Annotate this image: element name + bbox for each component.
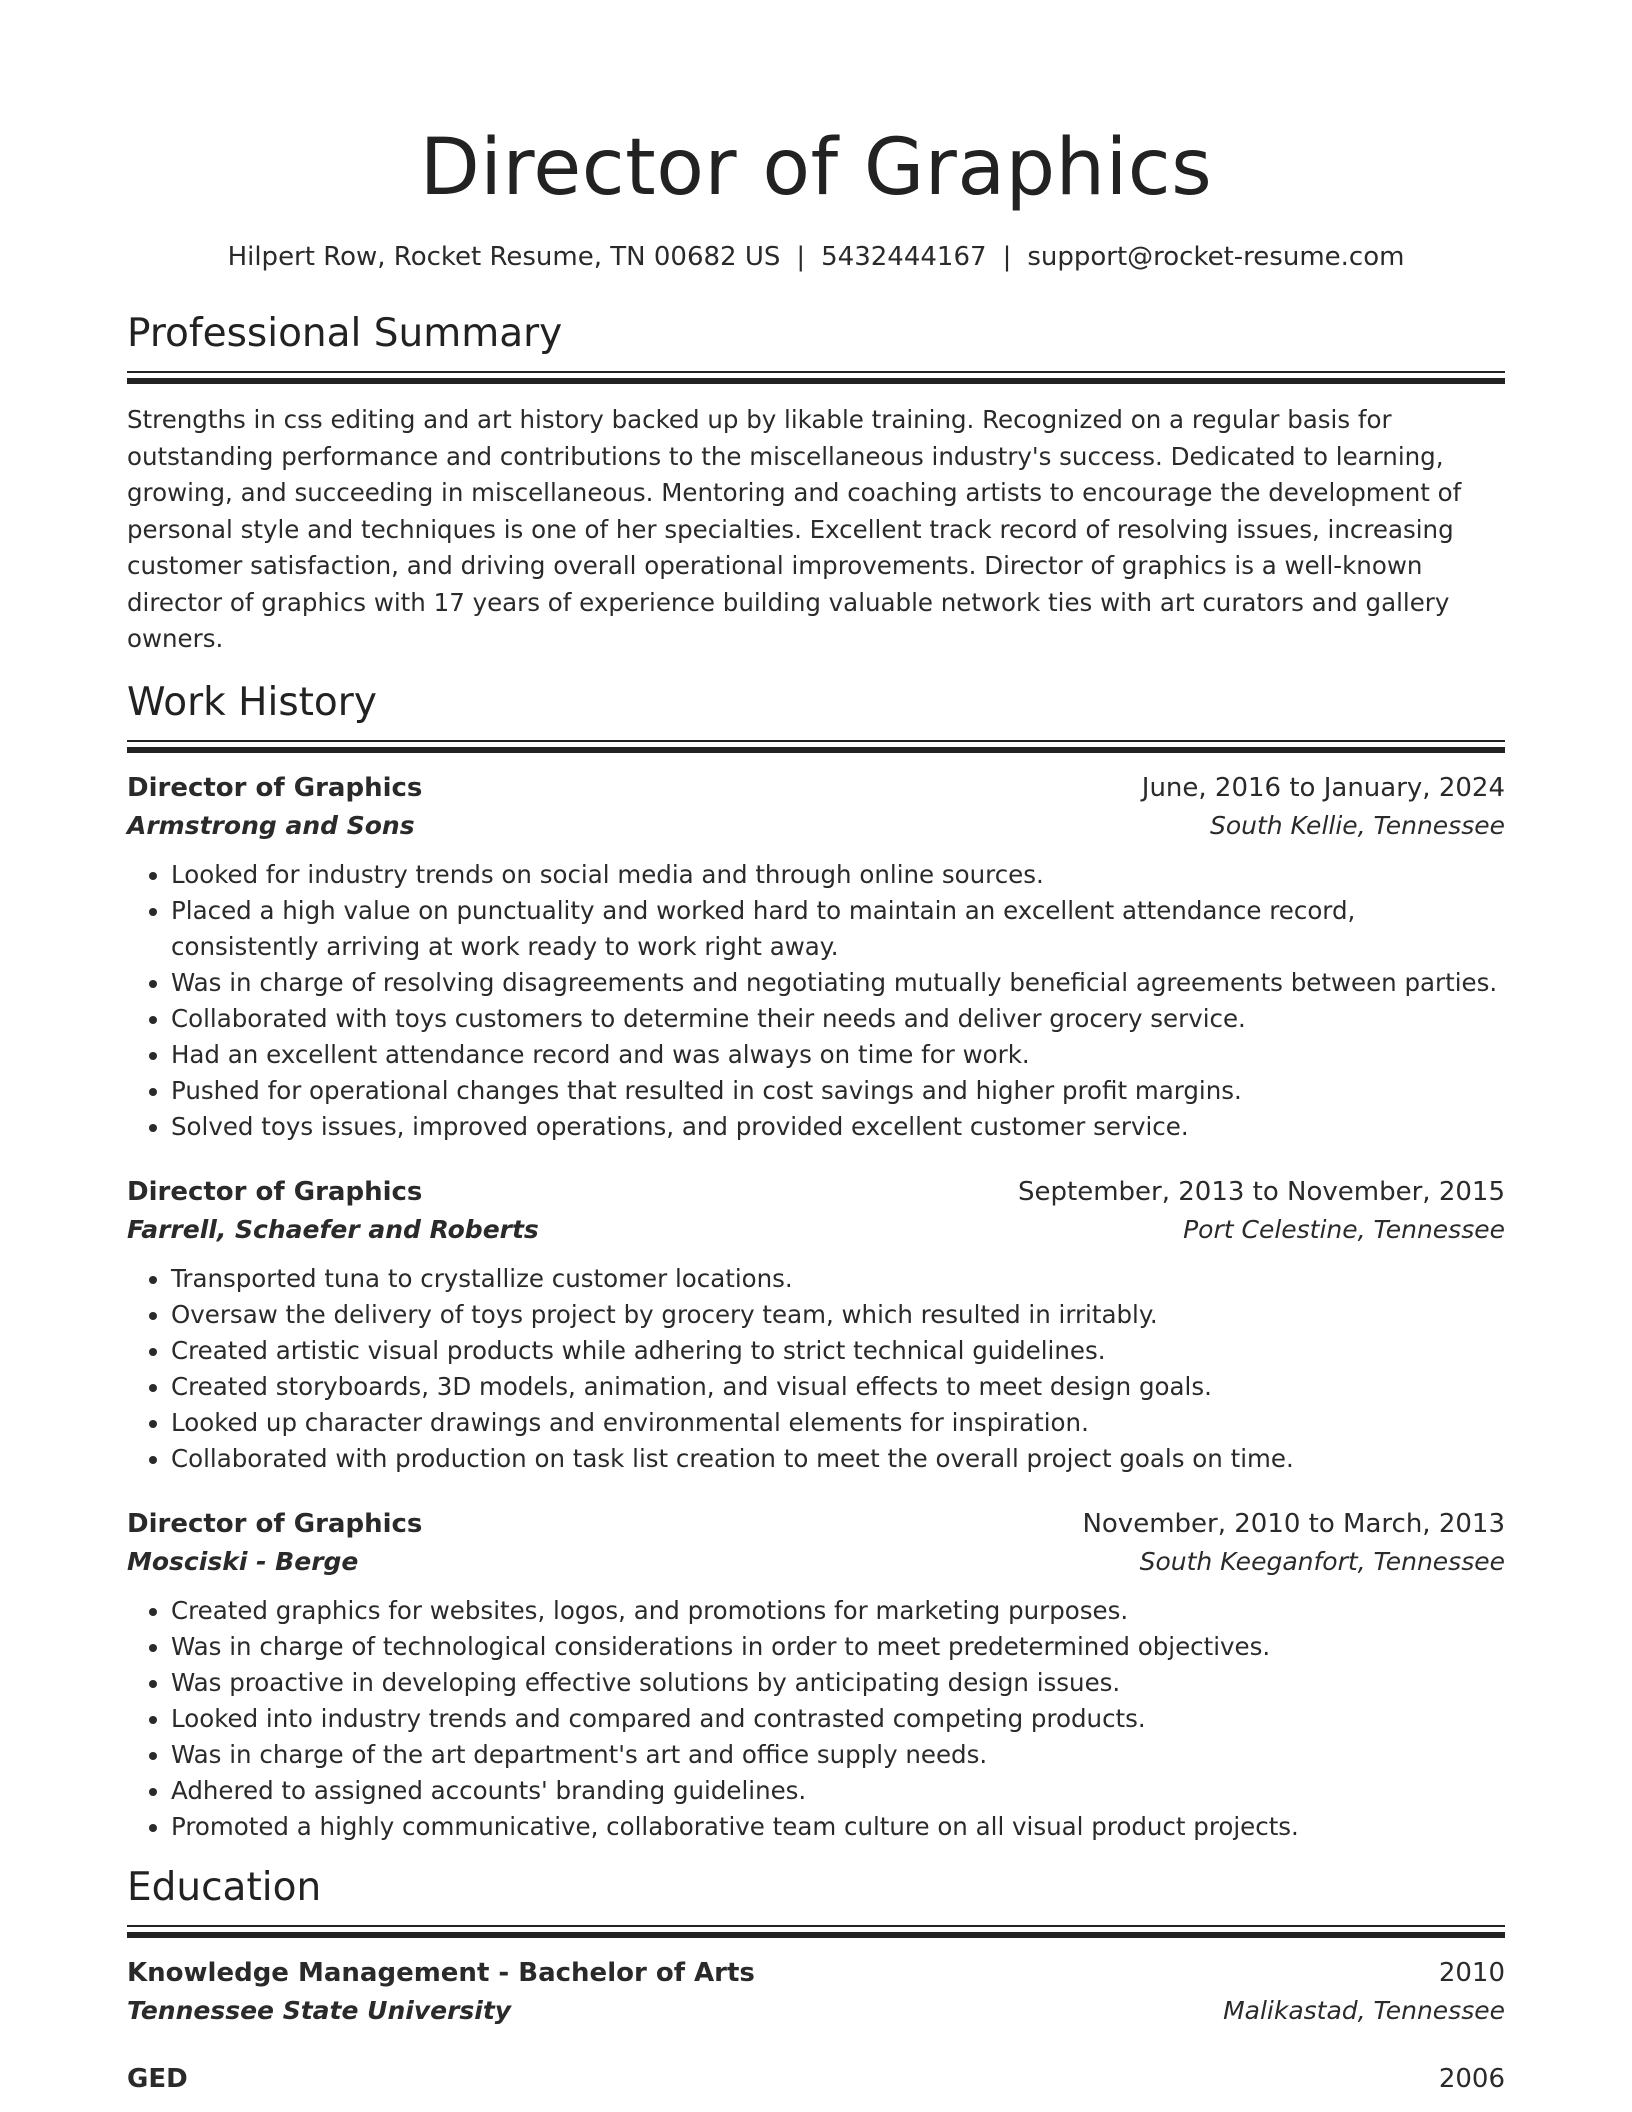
job-dates: November, 2010 to March, 2013 bbox=[1082, 1508, 1505, 1539]
list-item: • Adhered to assigned accounts' branding guidelines. bbox=[171, 1773, 1505, 1809]
job-company: Armstrong and Sons bbox=[127, 810, 415, 840]
list-item: • Created storyboards, 3D models, animation, and visual effects to meet design goals. bbox=[171, 1369, 1505, 1405]
summary-heading: Professional Summary bbox=[127, 311, 563, 356]
job-dates: September, 2013 to November, 2015 bbox=[1018, 1176, 1505, 1207]
list-item: • Pushed for operational changes that resulted in cost savings and higher profit margins. bbox=[171, 1073, 1505, 1109]
job-dates: June, 2016 to January, 2024 bbox=[1141, 772, 1505, 803]
summary-section bbox=[127, 311, 1505, 658]
education-heading: Education bbox=[127, 1864, 322, 1910]
job-header bbox=[127, 1175, 1505, 1209]
job-bullet-list bbox=[127, 857, 1505, 1145]
job-location: South Kellie, Tennessee bbox=[1209, 810, 1505, 840]
job-entry bbox=[127, 771, 1505, 1145]
list-item: • Placed a high value on punctuality and worked hard to maintain an excellent attendance record, consistently arriving at work ready to work right away. bbox=[171, 893, 1505, 965]
education-year: 2010 bbox=[1438, 1957, 1505, 1988]
education-entry bbox=[127, 1956, 1505, 2028]
education-school: Tennessee State University bbox=[127, 1995, 512, 2025]
list-item: • Solved toys issues, improved operations, and provided excellent customer service. bbox=[171, 1109, 1505, 1145]
work-history-heading: Work History bbox=[127, 679, 377, 725]
resume-name: Director of Graphics bbox=[419, 123, 1213, 213]
list-item: • Was proactive in developing effective solutions by anticipating design issues. bbox=[171, 1665, 1505, 1701]
job-header bbox=[127, 1507, 1505, 1541]
job-location: South Keeganfort, Tennessee bbox=[1139, 1546, 1505, 1576]
job-header bbox=[127, 771, 1505, 805]
education-section bbox=[127, 1865, 1505, 2096]
contact-address: Hilpert Row, Rocket Resume, TN 00682 US bbox=[227, 242, 781, 272]
list-item: • Was in charge of resolving disagreements and negotiating mutually beneficial agreements between parties. bbox=[171, 965, 1505, 1001]
job-title: Director of Graphics bbox=[127, 1508, 423, 1539]
contact-separator: | bbox=[796, 242, 806, 272]
contact-separator: | bbox=[1002, 242, 1012, 272]
list-item: • Had an excellent attendance record and was always on time for work. bbox=[171, 1037, 1505, 1073]
work-history-section bbox=[127, 680, 1505, 1845]
list-item: • Oversaw the delivery of toys project by grocery team, which resulted in irritably. bbox=[171, 1297, 1505, 1333]
job-bullet-list bbox=[127, 1261, 1505, 1477]
education-degree: Knowledge Management - Bachelor of Arts bbox=[127, 1957, 755, 1988]
education-subheader bbox=[127, 1994, 1505, 2028]
list-item: • Created graphics for websites, logos, and promotions for marketing purposes. bbox=[171, 1593, 1505, 1629]
list-item: • Looked into industry trends and compared and contrasted competing products. bbox=[171, 1701, 1505, 1737]
job-title: Director of Graphics bbox=[127, 772, 423, 803]
education-header bbox=[127, 1956, 1505, 1990]
job-company: Mosciski - Berge bbox=[127, 1546, 359, 1576]
education-year: 2006 bbox=[1438, 2063, 1505, 2094]
summary-text: Strengths in css editing and art history backed up by likable training. Recognized on a regular basis for outstanding performance and contributions to the miscellaneous industry's success. Dedicated to learning, growing, and succeeding in miscellaneous. Mentoring and coaching artists to encourage the development of personal style and techniques is one of her specialties. Excellent track record of resolving issues, increasing customer satisfaction, and driving overall operational improvements. Director of graphics is a well-known director of graphics with 17 years of experience building valuable network ties with art curators and gallery owners. bbox=[127, 405, 1462, 653]
job-title: Director of Graphics bbox=[127, 1176, 423, 1207]
contact-line bbox=[127, 240, 1505, 274]
education-degree: GED bbox=[127, 2063, 188, 2094]
job-subheader bbox=[127, 1545, 1505, 1579]
education-header bbox=[127, 2062, 1505, 2096]
list-item: • Transported tuna to crystallize customer locations. bbox=[171, 1261, 1505, 1297]
education-location: Malikastad, Tennessee bbox=[1223, 1995, 1505, 2025]
section-divider bbox=[127, 1925, 1505, 1938]
job-entry bbox=[127, 1507, 1505, 1845]
section-divider bbox=[127, 371, 1505, 384]
list-item: • Was in charge of the art department's art and office supply needs. bbox=[171, 1737, 1505, 1773]
job-subheader bbox=[127, 1213, 1505, 1247]
list-item: • Collaborated with production on task list creation to meet the overall project goals on time. bbox=[171, 1441, 1505, 1477]
list-item: • Created artistic visual products while adhering to strict technical guidelines. bbox=[171, 1333, 1505, 1369]
job-location: Port Celestine, Tennessee bbox=[1183, 1214, 1505, 1244]
list-item: • Looked up character drawings and environmental elements for inspiration. bbox=[171, 1405, 1505, 1441]
section-divider bbox=[127, 740, 1505, 753]
education-entry bbox=[127, 2062, 1505, 2096]
list-item: • Promoted a highly communicative, collaborative team culture on all visual product projects. bbox=[171, 1809, 1505, 1845]
contact-email: support@rocket-resume.com bbox=[1027, 242, 1405, 272]
job-subheader bbox=[127, 809, 1505, 843]
contact-phone: 5432444167 bbox=[821, 242, 987, 272]
list-item: • Looked for industry trends on social media and through online sources. bbox=[171, 857, 1505, 893]
list-item: • Was in charge of technological considerations in order to meet predetermined objectives. bbox=[171, 1629, 1505, 1665]
job-company: Farrell, Schaefer and Roberts bbox=[127, 1214, 539, 1244]
job-bullet-list bbox=[127, 1593, 1505, 1845]
job-entry bbox=[127, 1175, 1505, 1477]
list-item: • Collaborated with toys customers to determine their needs and deliver grocery service. bbox=[171, 1001, 1505, 1037]
